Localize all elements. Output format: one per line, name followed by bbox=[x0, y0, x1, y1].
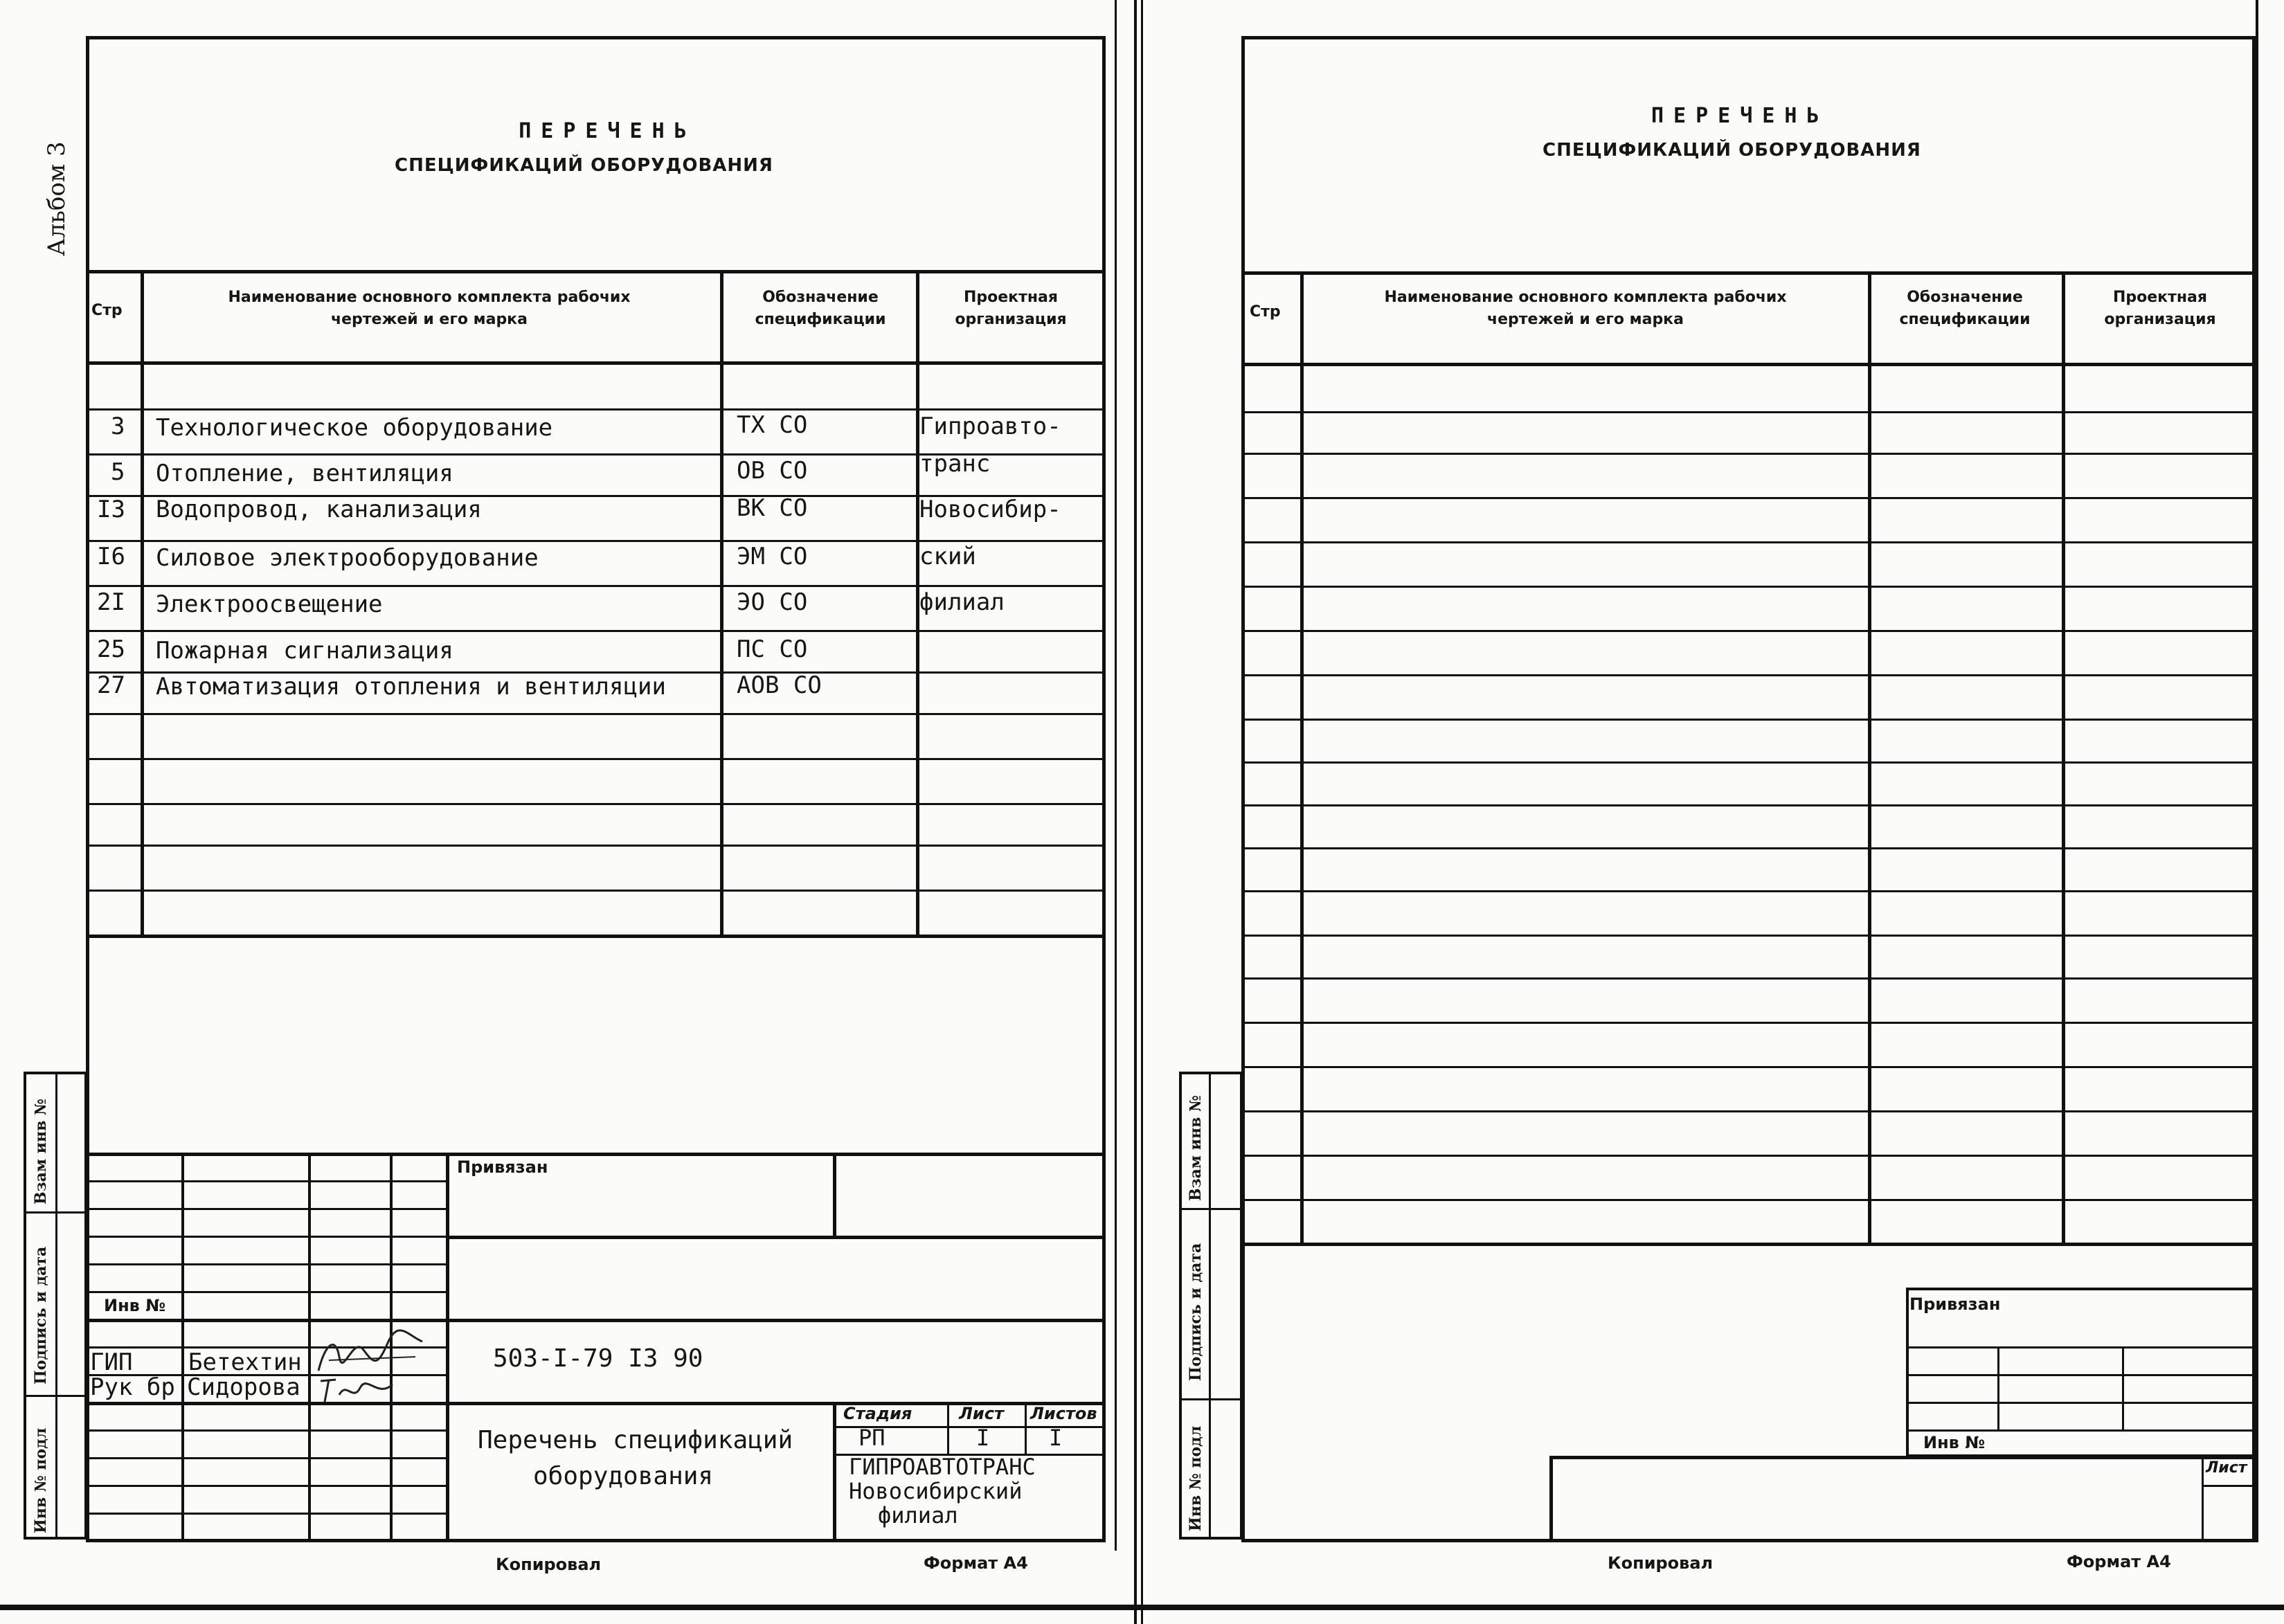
row-line bbox=[1241, 1022, 2256, 1024]
inv-label: Инв № bbox=[104, 1296, 166, 1315]
role-ruk-br: Рук бр bbox=[90, 1373, 175, 1401]
row-code: ТХ СО bbox=[737, 411, 808, 439]
side-label: Взам инв № bbox=[1187, 1095, 1205, 1201]
row-page: 27 bbox=[97, 671, 125, 699]
sheets-value: I bbox=[1049, 1425, 1063, 1451]
stage-label: Стадия bbox=[843, 1404, 912, 1423]
stamp-line bbox=[86, 1402, 1106, 1405]
row-name: Силовое электрооборудование bbox=[156, 544, 539, 572]
org-line: ский bbox=[919, 543, 976, 570]
row-line bbox=[1241, 1199, 2256, 1201]
row-line bbox=[1241, 890, 2256, 892]
stamp-col bbox=[308, 1153, 311, 1540]
table-header-line bbox=[86, 361, 1106, 365]
privyazan-label: Привязан bbox=[1909, 1294, 2001, 1314]
sheet-label: Лист bbox=[2206, 1459, 2247, 1477]
row-code: ЭО СО bbox=[737, 588, 808, 616]
row-line bbox=[1241, 1110, 2256, 1112]
stamp-line bbox=[1906, 1402, 2256, 1404]
row-name: Водопровод, канализация bbox=[156, 496, 482, 523]
row-name: Пожарная сигнализация bbox=[156, 637, 453, 665]
sheet-label: Лист bbox=[959, 1404, 1004, 1423]
privyazan-label: Привязан bbox=[457, 1157, 548, 1177]
row-line bbox=[1241, 761, 2256, 764]
stamp-col bbox=[833, 1402, 836, 1540]
org-name-line3: филиал bbox=[878, 1502, 958, 1528]
header-org: Проектная организация bbox=[2104, 289, 2216, 328]
doc-title-line1: Перечень спецификаций bbox=[478, 1426, 793, 1454]
row-line bbox=[86, 890, 1106, 892]
left-sheet-margin bbox=[1115, 0, 1117, 1551]
row-line bbox=[1241, 630, 2256, 632]
side-strip-line bbox=[1179, 1208, 1243, 1210]
header-page: Стр bbox=[91, 302, 123, 319]
inv-label: Инв № bbox=[1923, 1433, 1986, 1452]
header-page: Стр bbox=[1250, 303, 1281, 321]
row-line bbox=[1241, 1155, 2256, 1157]
org-line: транс bbox=[919, 450, 991, 478]
row-line bbox=[1241, 935, 2256, 937]
header-name: Наименование основного комплекта рабочих чертежей и его марка bbox=[228, 289, 631, 328]
row-line bbox=[1241, 1066, 2256, 1068]
row-line bbox=[86, 630, 1106, 632]
row-line bbox=[1241, 719, 2256, 721]
row-page: 2I bbox=[97, 588, 125, 616]
doc-code: 503-I-79 I3 90 bbox=[493, 1344, 703, 1373]
sheet-value: I bbox=[976, 1425, 990, 1451]
footer-copy: Копировал bbox=[496, 1555, 602, 1574]
row-line bbox=[1241, 497, 2256, 499]
right-title: ПЕРЕЧЕНЬ bbox=[1651, 104, 1829, 128]
side-strip-line bbox=[24, 1211, 87, 1214]
stamp-line bbox=[86, 1153, 1106, 1156]
row-line bbox=[86, 713, 1106, 715]
org-line: Новосибир- bbox=[919, 496, 1061, 523]
row-name: Отопление, вентиляция bbox=[156, 460, 453, 487]
row-line bbox=[1241, 541, 2256, 543]
row-line bbox=[86, 803, 1106, 805]
row-page: 25 bbox=[97, 635, 125, 663]
side-label: Инв № подл bbox=[32, 1427, 50, 1533]
left-frame bbox=[86, 36, 1106, 1542]
signature-sidorova bbox=[315, 1374, 398, 1405]
row-line bbox=[86, 585, 1106, 587]
stamp-col bbox=[181, 1153, 184, 1540]
stamp-col bbox=[446, 1153, 449, 1540]
left-title: ПЕРЕЧЕНЬ bbox=[519, 119, 696, 143]
org-line: филиал bbox=[919, 588, 1005, 616]
row-code: ОВ СО bbox=[737, 457, 808, 485]
row-code: АОВ СО bbox=[737, 671, 822, 699]
stamp-col bbox=[2122, 1346, 2124, 1429]
col-divider bbox=[1300, 271, 1304, 1243]
stamp-col bbox=[1025, 1402, 1027, 1454]
album-label: Альбом 3 bbox=[43, 141, 71, 256]
stamp-col bbox=[2202, 1456, 2204, 1542]
person-betekhtin: Бетехтин bbox=[188, 1348, 302, 1376]
org-name-line1: ГИПРОАВТОТРАНС bbox=[849, 1454, 1036, 1480]
row-line bbox=[1241, 411, 2256, 413]
header-code: Обозначение спецификации bbox=[755, 289, 886, 328]
row-line bbox=[1241, 453, 2256, 455]
row-page: I6 bbox=[97, 543, 125, 570]
row-line bbox=[86, 408, 1106, 410]
row-name: Электроосвещение bbox=[156, 590, 383, 618]
row-page: 3 bbox=[111, 413, 125, 440]
row-code: ЭМ СО bbox=[737, 543, 808, 570]
side-label: Инв № подл bbox=[1187, 1425, 1205, 1531]
row-line bbox=[86, 758, 1106, 760]
role-gip: ГИП bbox=[90, 1348, 133, 1376]
row-line bbox=[1241, 847, 2256, 849]
stage-value: РП bbox=[858, 1425, 885, 1451]
header-org: Проектная организация bbox=[955, 289, 1067, 328]
stamp-line bbox=[86, 1319, 1106, 1322]
footer-format: Формат А4 bbox=[2067, 1552, 2171, 1571]
col-divider bbox=[720, 270, 723, 935]
header-name: Наименование основного комплекта рабочих чертежей и его марка bbox=[1384, 289, 1787, 328]
row-name: Автоматизация отопления и вентиляции bbox=[156, 673, 666, 701]
side-strip-line bbox=[24, 1395, 87, 1397]
org-line: Гипроавто- bbox=[919, 413, 1061, 440]
row-code: ПС СО bbox=[737, 635, 808, 663]
table-header-line bbox=[1241, 363, 2256, 366]
sheet-divider bbox=[1134, 0, 1137, 1624]
org-name-line2: Новосибирский bbox=[849, 1478, 1023, 1504]
row-line bbox=[1241, 674, 2256, 676]
row-page: I3 bbox=[97, 496, 125, 523]
stamp-line bbox=[1906, 1374, 2256, 1376]
stamp-line bbox=[446, 1236, 1106, 1239]
stamp-col bbox=[833, 1153, 836, 1236]
doc-title-line2: оборудования bbox=[533, 1462, 714, 1490]
row-line bbox=[86, 845, 1106, 847]
left-subtitle: СПЕЦИФИКАЦИЙ ОБОРУДОВАНИЯ bbox=[395, 155, 773, 176]
table-bottom-line bbox=[86, 935, 1106, 938]
stamp-line bbox=[2202, 1485, 2256, 1487]
right-stamp-main bbox=[1549, 1456, 2256, 1542]
col-divider bbox=[2062, 271, 2065, 1243]
row-page: 5 bbox=[111, 458, 125, 486]
side-strip-divider bbox=[1209, 1072, 1211, 1540]
row-code: ВК СО bbox=[737, 494, 808, 522]
stamp-col bbox=[947, 1402, 949, 1454]
table-top-line bbox=[1241, 271, 2256, 275]
table-bottom-line bbox=[1241, 1243, 2256, 1246]
right-frame-edge bbox=[2256, 0, 2258, 1542]
side-strip-line bbox=[1179, 1398, 1243, 1400]
side-strip-divider bbox=[55, 1072, 57, 1540]
row-line bbox=[1241, 977, 2256, 980]
sheets-label: Листов bbox=[1030, 1404, 1097, 1423]
stamp-col bbox=[1997, 1346, 1999, 1429]
row-name: Технологическое оборудование bbox=[156, 414, 553, 442]
row-line bbox=[86, 540, 1106, 542]
footer-copy: Копировал bbox=[1608, 1553, 1714, 1573]
side-label: Подпись и дата bbox=[1187, 1243, 1205, 1381]
bottom-edge bbox=[0, 1605, 2284, 1610]
person-sidorova: Сидорова bbox=[187, 1373, 300, 1401]
col-divider bbox=[141, 270, 144, 935]
row-line bbox=[1241, 586, 2256, 588]
table-top-line bbox=[86, 270, 1106, 273]
sheet-divider bbox=[1141, 0, 1143, 1624]
col-divider bbox=[1868, 271, 1871, 1243]
stamp-line bbox=[1906, 1346, 2256, 1348]
signature-betekhtin bbox=[312, 1329, 429, 1378]
stamp-line bbox=[1906, 1429, 2256, 1432]
row-line bbox=[1241, 804, 2256, 806]
right-subtitle: СПЕЦИФИКАЦИЙ ОБОРУДОВАНИЯ bbox=[1543, 140, 1921, 161]
footer-format: Формат А4 bbox=[924, 1553, 1028, 1573]
header-code: Обозначение спецификации bbox=[1899, 289, 2031, 328]
side-label: Взам инв № bbox=[32, 1099, 50, 1205]
side-label: Подпись и дата bbox=[32, 1246, 50, 1384]
